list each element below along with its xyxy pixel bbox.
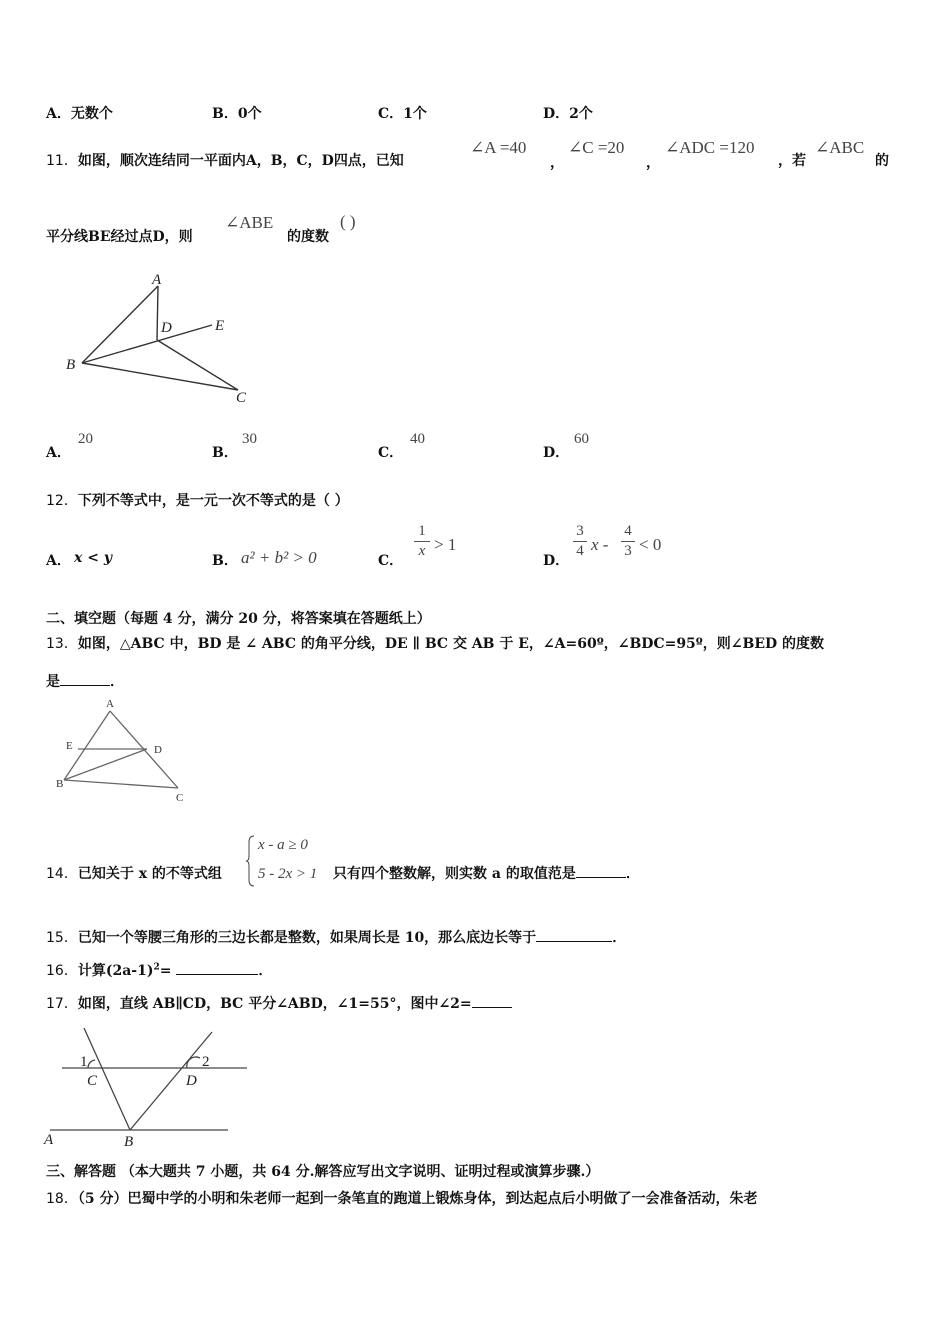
q11-ruo: ，若 xyxy=(778,153,806,169)
q12-stem: 12．下列不等式中，是一元一次不等式的是（ ） xyxy=(46,493,349,509)
question-number: 17． xyxy=(46,996,78,1012)
q14-stem-a: 14．已知关于 x 的不等式组 xyxy=(46,866,222,882)
q11-figure xyxy=(60,268,260,408)
q11-option-b-value: 30 xyxy=(242,431,257,447)
q15-answer-blank[interactable] xyxy=(536,927,612,942)
label-e: E xyxy=(215,318,225,334)
q11-option-d-letter: D． xyxy=(543,445,570,461)
q12-option-d-fraction-1: 3 4 xyxy=(573,523,587,560)
q10-option-a: A．无数个 xyxy=(46,106,113,122)
q16-stem: 16．计算$(2a-1)^2=$ ． xyxy=(46,960,272,980)
label-a: A xyxy=(44,1132,54,1148)
q15-stem: 15．已知一个等腰三角形的三边长都是整数，如果周长是 10，那么底边长等于 ． xyxy=(46,927,626,947)
q11-comma-1: ， xyxy=(550,155,564,171)
angle-1-arc xyxy=(88,1060,95,1068)
q14-stem-b: 只有四个整数解，则实数 a 的取值范是 ． xyxy=(333,863,640,883)
line-bd xyxy=(130,1032,212,1130)
question-number: 14． xyxy=(46,866,78,882)
q14-brace xyxy=(246,834,256,888)
q12-option-d-letter: D． xyxy=(543,553,570,569)
label-a: A xyxy=(106,698,114,710)
q16-answer-blank[interactable] xyxy=(176,960,258,975)
q13-figure xyxy=(50,696,200,808)
q12-option-b-letter: B． xyxy=(212,553,238,569)
label-d: D xyxy=(186,1073,197,1089)
question-number: 13． xyxy=(46,636,78,652)
label-c: C xyxy=(176,792,184,804)
line-bc xyxy=(82,363,238,390)
q14-system-line-1: x - a ≥ 0 xyxy=(258,837,308,853)
q11-option-c-letter: C． xyxy=(378,445,404,461)
label-b: B xyxy=(56,778,64,790)
q12-option-c-rest: > 1 xyxy=(434,535,457,554)
label-d: D xyxy=(161,320,172,336)
q11-option-a-value: 20 xyxy=(78,431,93,447)
q18-stem: 18．（5 分）巴蜀中学的小明和朱老师一起到一条笔直的跑道上锻炼身体，到达起点后小明做了一会准备活动，朱老 xyxy=(46,1191,758,1207)
q11-angle-abc: ∠ABC xyxy=(815,138,865,157)
line-ad xyxy=(157,286,158,340)
q12-option-a-letter: A． xyxy=(46,553,71,569)
q11-angle-adc: ∠ADC =120 xyxy=(665,138,755,157)
q11-angle-c: ∠C =20 xyxy=(568,138,625,157)
label-d: D xyxy=(154,744,162,756)
q13-stem: 13．如图，△ABC 中，BD 是 ∠ ABC 的角平分线，DE ∥ BC 交 AB 于 E，∠A=60º，∠BDC=95º，则∠BED 的度数 xyxy=(46,636,825,652)
section-3-title: 三、解答题 （本大题共 7 小题，共 64 分.解答应写出文字说明、证明过程或演算步骤.） xyxy=(46,1164,600,1180)
q11-option-b-letter: B． xyxy=(212,445,238,461)
q11-option-c-value: 40 xyxy=(410,431,425,447)
q12-option-d-mid: x - xyxy=(591,535,609,554)
q14-system-line-2: 5 - 2x > 1 xyxy=(258,866,318,882)
question-number: 11． xyxy=(46,153,78,169)
q17-stem: 17．如图，直线 AB∥CD，BC 平分∠ABD，∠1=55°，图中∠2= xyxy=(46,993,512,1013)
question-number: 16． xyxy=(46,963,78,979)
q10-option-b: B．0个 xyxy=(212,106,262,122)
q12-option-c-letter: C． xyxy=(378,553,404,569)
label-b: B xyxy=(66,357,76,373)
q12-option-a: x < y xyxy=(74,550,112,566)
question-number: 12． xyxy=(46,493,78,509)
line-bc xyxy=(64,780,178,788)
label-angle-1: 1 xyxy=(80,1054,88,1070)
q14-answer-blank[interactable] xyxy=(576,863,626,878)
label-a: A xyxy=(152,272,162,288)
line-bd xyxy=(64,749,147,780)
q11-stem-line2: 平分线BE经过点D，则 xyxy=(46,229,193,245)
label-b: B xyxy=(124,1134,134,1150)
q17-figure xyxy=(42,1022,252,1150)
q13-stem-line2: 是 ． xyxy=(46,671,124,691)
q11-stem-line1: 11．如图，顺次连结同一平面内A，B，C，D四点，已知 xyxy=(46,153,404,169)
label-angle-2: 2 xyxy=(202,1054,210,1070)
q11-de: 的 xyxy=(875,153,889,169)
q12-option-b: a² + b² > 0 xyxy=(241,548,317,567)
q12-option-d-rest: < 0 xyxy=(639,535,662,554)
q10-option-c: C．1个 xyxy=(378,106,427,122)
question-number: 15． xyxy=(46,930,78,946)
q11-angle-abe: ∠ABE xyxy=(225,213,274,232)
q13-answer-blank[interactable] xyxy=(60,671,110,686)
q17-answer-blank[interactable] xyxy=(472,993,512,1008)
q11-option-a-letter: A． xyxy=(46,445,71,461)
q10-option-d: D．2个 xyxy=(543,106,593,122)
q12-option-c-fraction: 1 x xyxy=(414,523,430,560)
question-number: 18． xyxy=(46,1191,78,1207)
q11-option-d-value: 60 xyxy=(574,431,589,447)
angle-2-arc xyxy=(187,1057,200,1068)
q12-option-d-fraction-2: 4 3 xyxy=(621,523,635,560)
q11-answer-paren: ( ) xyxy=(340,212,356,231)
q11-stem-end: 的度数 xyxy=(287,229,329,245)
label-c: C xyxy=(236,390,247,406)
q11-comma-2: ， xyxy=(646,155,660,171)
label-e: E xyxy=(66,740,73,752)
q11-angle-a: ∠A =40 xyxy=(470,138,527,157)
label-c: C xyxy=(87,1073,98,1089)
section-2-title: 二、填空题（每题 4 分，满分 20 分，将答案填在答题纸上） xyxy=(46,611,431,627)
